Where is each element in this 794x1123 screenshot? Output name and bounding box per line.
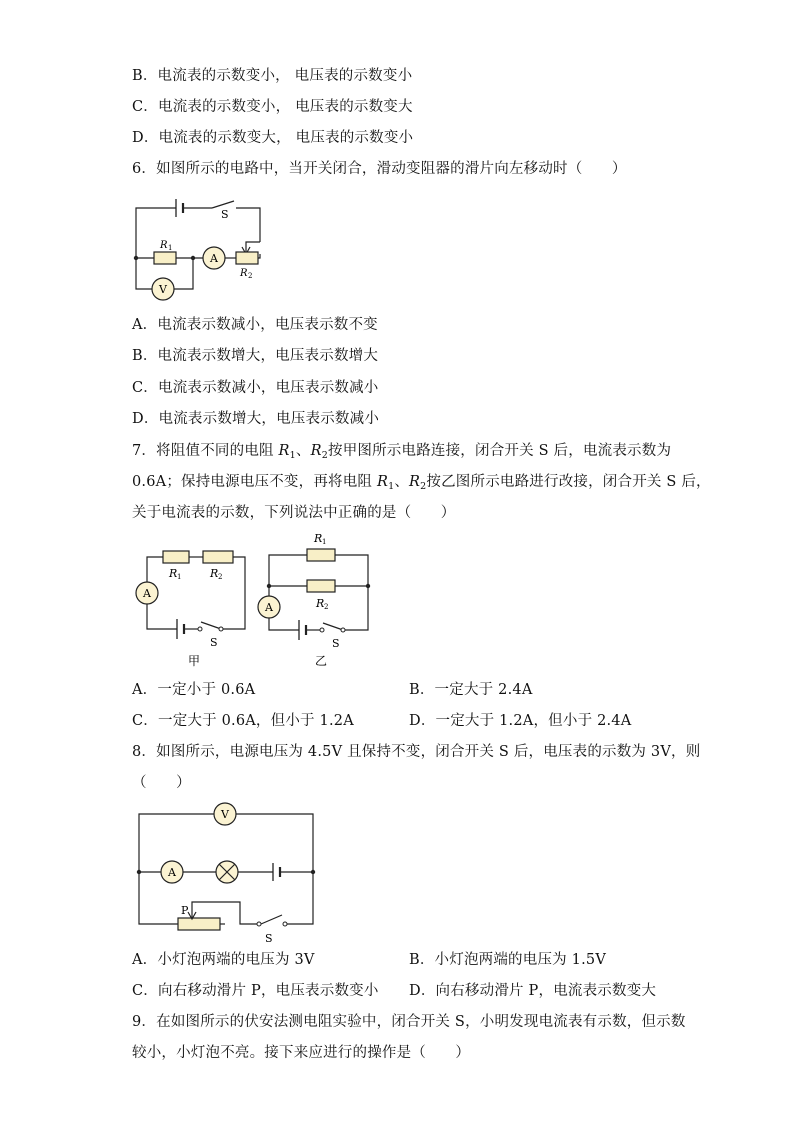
q7-circuit-jia [133, 545, 253, 670]
q9-line-1: 9．在如图所示的伏安法测电阻实验中，闭合开关 S，小明发现电流表有示数，但示数 [132, 1014, 686, 1030]
q6-r1-label: R [160, 240, 168, 251]
q6-option-b: B．电流表示数增大，电压表示数增大 [132, 348, 379, 364]
q7-jia-switch-label: S [210, 636, 218, 649]
q7-yi-ammeter-label: A [265, 601, 273, 614]
q8-option-c: C．向右移动滑片 P，电压表示数变小 [132, 983, 379, 999]
q7-line-3: 关于电流表的示数，下列说法中正确的是（ ） [132, 505, 456, 521]
q8-switch-label: S [265, 932, 273, 945]
q6-option-d: D．电流表示数增大，电压表示数减小 [132, 411, 380, 427]
q7-option-d: D．一定大于 1.2A，但小于 2.4A [409, 713, 632, 729]
q7-option-a: A．一定小于 0.6A [132, 682, 256, 698]
q6-switch-label: S [221, 208, 229, 221]
q6-r1-sub: 1 [168, 244, 173, 252]
q8-circuit-figure [130, 800, 325, 945]
q6-circuit-figure [128, 192, 268, 302]
q7-jia-r2-sub: 2 [218, 573, 223, 581]
q8-option-d: D．向右移动滑片 P，电流表示数变大 [409, 983, 657, 999]
q7-jia-caption: 甲 [188, 654, 201, 668]
q7-option-b: B．一定大于 2.4A [409, 682, 533, 698]
prev-option-d: D．电流表的示数变大， 电压表的示数变小 [132, 130, 414, 146]
q8-option-b: B．小灯泡两端的电压为 1.5V [409, 952, 606, 968]
q7-yi-caption: 乙 [315, 654, 328, 668]
q8-voltmeter-label: V [221, 808, 229, 821]
q6-r2-label: R [240, 268, 248, 279]
q7-jia-ammeter-label: A [143, 587, 151, 600]
q6-option-c: C．电流表示数减小，电压表示数减小 [132, 380, 379, 396]
q8-paren: （ ） [132, 775, 191, 791]
q7-yi-r2-label: R [316, 597, 325, 610]
q7-line-2: 0.6A；保持电源电压不变，再将电阻 $R_1$、$R_2$按乙图所示电路进行改接，闭合开关 S 后， [132, 474, 711, 492]
q7-option-c: C．一定大于 0.6A，但小于 1.2A [132, 713, 354, 729]
q7-yi-r1-sub: 1 [322, 538, 327, 546]
prev-option-b: B．电流表的示数变小， 电压表的示数变小 [132, 68, 413, 84]
q6-stem: 6．如图所示的电路中，当开关闭合，滑动变阻器的滑片向左移动时（ ） [132, 161, 627, 177]
prev-option-c: C．电流表的示数变小， 电压表的示数变大 [132, 99, 413, 115]
q7-line-1: 7．将阻值不同的电阻 $R_1$、$R_2$按甲图所示电路连接，闭合开关 S 后，电流表示数为 [132, 443, 672, 461]
q8-slider-label: P [181, 904, 189, 917]
q7-yi-switch-label: S [332, 637, 340, 650]
q8-stem: 8．如图所示，电源电压为 4.5V 且保持不变，闭合开关 S 后，电压表的示数为 3V，则 [132, 744, 701, 760]
q7-yi-r1-label: R [314, 532, 323, 545]
q7-yi-r2-sub: 2 [324, 603, 329, 611]
q6-ammeter-label: A [210, 252, 218, 265]
q7-jia-r2-label: R [210, 567, 219, 580]
q6-voltmeter-label: V [159, 283, 167, 296]
q6-option-a: A．电流表示数减小，电压表示数不变 [132, 317, 378, 333]
q7-jia-r1-sub: 1 [177, 573, 182, 581]
q8-ammeter-label: A [168, 866, 176, 879]
q8-option-a: A．小灯泡两端的电压为 3V [132, 952, 315, 968]
q7-circuit-yi [255, 528, 380, 670]
q9-line-2: 较小，小灯泡不亮。接下来应进行的操作是（ ） [132, 1045, 471, 1061]
q7-jia-r1-label: R [169, 567, 178, 580]
q6-r2-sub: 2 [248, 272, 253, 280]
